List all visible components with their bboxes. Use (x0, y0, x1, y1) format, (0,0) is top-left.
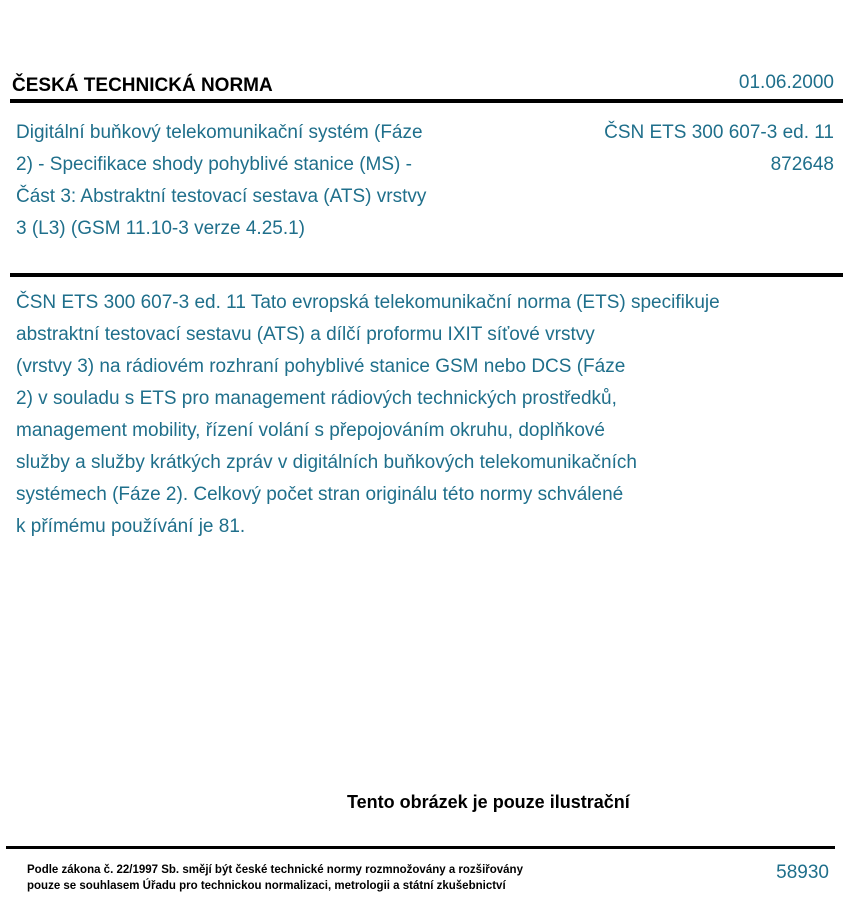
subject-line: Digitální buňkový telekomunikační systém (Fáze (16, 122, 423, 143)
abstract-line: k přímému používání je 81. (16, 516, 246, 537)
footer-divider (6, 846, 835, 849)
legal-line: Podle zákona č. 22/1997 Sb. smějí být české technické normy rozmnožovány a rozšiřovány (27, 864, 523, 876)
standard-abstract (16, 287, 836, 543)
document-number: 58930 (776, 862, 829, 883)
class-number: 872648 (770, 154, 834, 175)
legal-notice (27, 862, 523, 894)
document-title: ČESKÁ TECHNICKÁ NORMA (12, 75, 273, 96)
abstract-line: (vrstvy 3) na rádiovém rozhraní pohyblivé stanice GSM nebo DCS (Fáze (16, 356, 626, 377)
standard-code (534, 117, 834, 181)
subject-line: Část 3: Abstraktní testovací sestava (ATS) vrstvy (16, 186, 427, 207)
abstract-line: systémech (Fáze 2). Celkový počet stran originálu této normy schválené (16, 484, 624, 505)
abstract-line: 2) v souladu s ETS pro management rádiových technických prostředků, (16, 388, 617, 409)
section-divider (10, 273, 843, 277)
abstract-line: management mobility, řízení volání s přepojováním okruhu, doplňkové (16, 420, 605, 441)
standard-subject (16, 117, 491, 245)
subject-line: 3 (L3) (GSM 11.10-3 verze 4.25.1) (16, 218, 305, 239)
abstract-line: ČSN ETS 300 607-3 ed. 11 Tato evropská telekomunikační norma (ETS) specifikuje (16, 292, 720, 313)
abstract-line: služby a služby krátkých zpráv v digitálních buňkových telekomunikačních (16, 452, 637, 473)
header-divider (10, 99, 843, 103)
publication-date: 01.06.2000 (738, 72, 834, 93)
abstract-line: abstraktní testovací sestavu (ATS) a dílčí proformu IXIT síťové vrstvy (16, 324, 595, 345)
subject-line: 2) - Specifikace shody pohyblivé stanice (MS) - (16, 154, 412, 175)
legal-line: pouze se souhlasem Úřadu pro technickou normalizaci, metrologii a státní zkušebnictví (27, 880, 506, 892)
standard-designation: ČSN ETS 300 607-3 ed. 11 (604, 122, 834, 143)
illustration-notice: Tento obrázek je pouze ilustrační (347, 792, 630, 812)
